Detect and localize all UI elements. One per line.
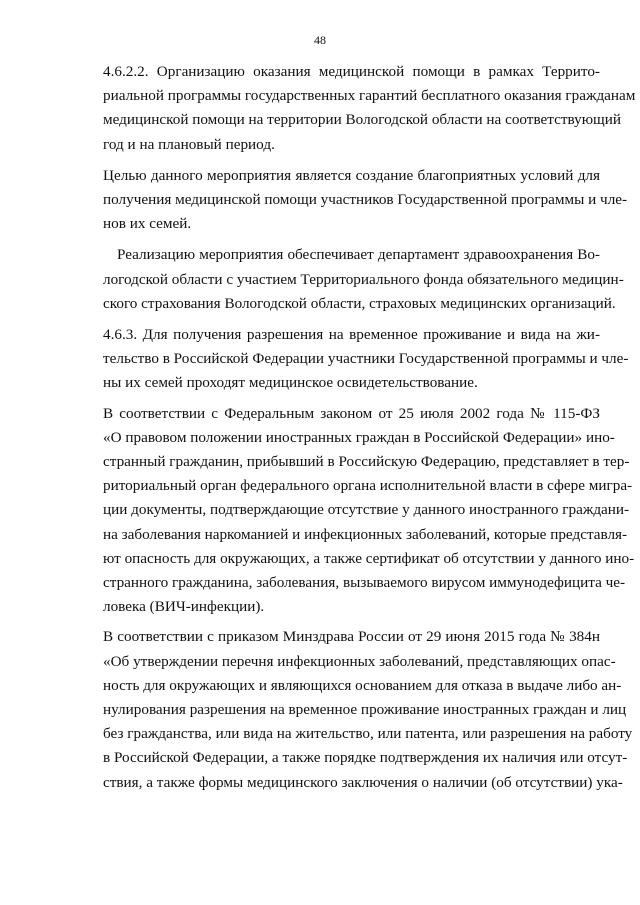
text-line: В соответствии с Федеральным законом от 25 июля 2002 года № 115-ФЗ [103,404,600,422]
text-line: тельство в Российской Федерации участники Государственной программы и чле- [103,350,629,368]
text-line: в Российской Федерации, а также порядке подтверждения их наличия или отсут- [103,749,628,767]
text-line: ность для окружающих и являющихся основанием для отказа в выдаче либо ан- [103,676,622,694]
paragraph [103,625,633,794]
text-line: на заболевания наркоманией и инфекционных заболеваний, которые представля- [103,525,628,543]
text-line: «О правовом положении иностранных граждан в Российской Федерации» ино- [103,428,615,446]
paragraph [103,402,635,620]
text-line: нов их семей. [103,215,192,233]
text-line: ствия, а также формы медицинского заключения о наличии (об отсутствии) ука- [103,773,623,791]
text-line: без гражданства, или вида на жительство, или патента, или разрешения на работу [103,725,633,743]
page-number: 48 [314,33,326,47]
paragraph [103,164,628,237]
text-line: ции документы, подтверждающие отсутствие у данного иностранного граждани- [103,501,630,519]
text-line: странный гражданин, прибывший в Российскую Федерацию, представляет в тер- [103,453,630,471]
text-line: нулирования разрешения на временное проживание иностранных граждан и лиц [103,701,627,719]
document-body [103,60,636,795]
text-line: странного гражданина, заболевания, вызываемого вирусом иммунодефицита че- [103,574,626,592]
text-line: ют опасность для окружающих, а также сертификат об отсутствии у данного ино- [103,549,635,567]
paragraph [103,323,629,396]
text-line: ского страхования Вологодской области, страховых медицинских организаций. [103,294,616,312]
text-line: риториальный орган федерального органа исполнительной власти в сфере мигра- [103,477,633,495]
text-line: 4.6.2.2. Организацию оказания медицинской помощи в рамках Террито- [103,63,600,80]
text-line: В соответствии с приказом Минздрава России от 29 июня 2015 года № 384н [103,628,600,646]
text-line: логодской области с участием Территориального фонда обязательного медицин- [103,270,624,288]
text-line: «Об утверждении перечня инфекционных заболеваний, представляющих опас- [103,652,616,670]
text-line: риальной программы государственных гарантий бесплатного оказания гражданам [103,87,636,105]
paragraph [103,243,624,316]
text-line: ны их семей проходят медицинское освидетельствование. [103,374,478,392]
text-line: ловека (ВИЧ-инфекции). [103,598,265,616]
text-line: 4.6.3. Для получения разрешения на временное проживание и вида на жи- [103,326,600,344]
paragraph [103,60,636,157]
text-line: год и на плановый период. [103,135,275,153]
text-line: получения медицинской помощи участников Государственной программы и чле- [103,191,628,209]
text-line: Реализацию мероприятия обеспечивает департамент здравоохранения Во- [117,246,600,264]
text-line: Целью данного мероприятия является создание благоприятных условий для [103,166,600,184]
text-line: медицинской помощи на территории Вологодской области на соответствующий [103,111,622,129]
